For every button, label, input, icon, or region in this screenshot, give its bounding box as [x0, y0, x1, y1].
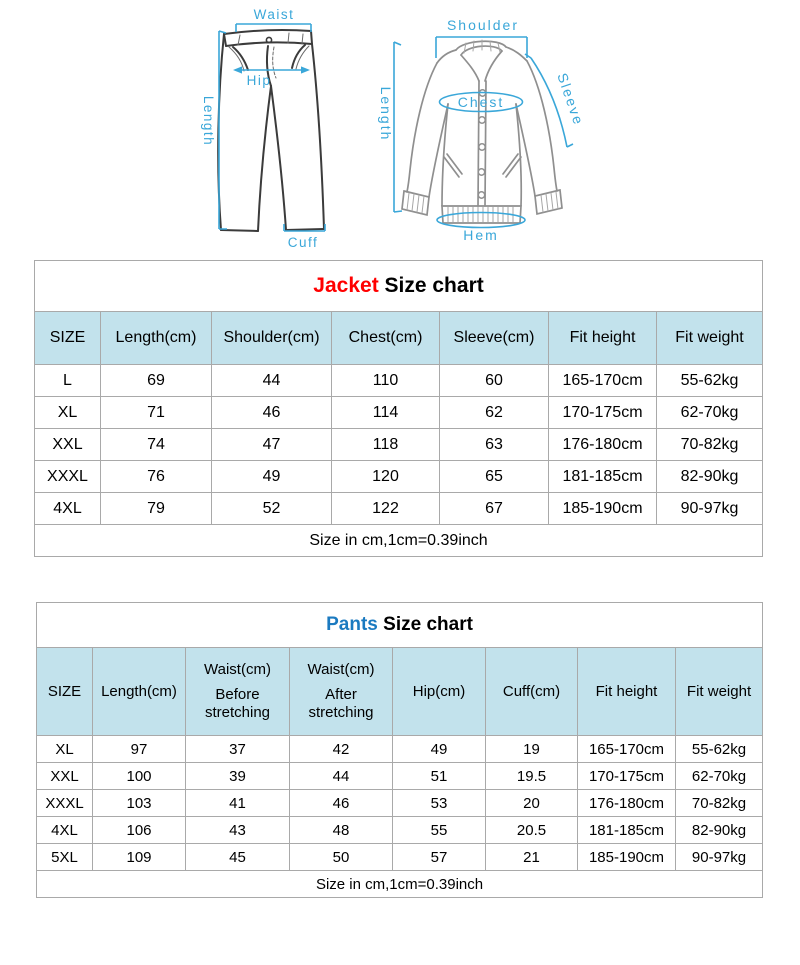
table-cell: 65	[440, 461, 549, 493]
jacket-length-label: Length	[378, 86, 394, 142]
table-cell: 37	[186, 736, 290, 763]
table-cell: 55-62kg	[657, 365, 763, 397]
column-header: Shoulder(cm)	[212, 312, 332, 365]
table-row	[35, 365, 763, 397]
chest-label: Chest	[457, 94, 505, 110]
table-cell: 39	[186, 763, 290, 790]
column-header: Sleeve(cm)	[440, 312, 549, 365]
column-header-line1: Waist(cm)	[307, 661, 375, 678]
table-cell: 42	[290, 736, 393, 763]
table-cell: 46	[212, 397, 332, 429]
jacket-title-rest: Size chart	[378, 274, 484, 297]
jacket-size-chart	[34, 260, 763, 557]
table-cell: 69	[101, 365, 212, 397]
table-cell: XXXL	[37, 790, 93, 817]
table-cell: 67	[440, 493, 549, 525]
table-cell: 114	[332, 397, 440, 429]
table-cell: 79	[101, 493, 212, 525]
pants-length-line	[219, 31, 227, 229]
table-row	[35, 461, 763, 493]
pants-title-highlight: Pants	[326, 614, 378, 635]
size-note: Size in cm,1cm=0.39inch	[35, 525, 763, 557]
table-cell: 181-185cm	[549, 461, 657, 493]
table-cell: 63	[440, 429, 549, 461]
table-cell: 55-62kg	[676, 736, 763, 763]
table-cell: 70-82kg	[676, 790, 763, 817]
column-header: Chest(cm)	[332, 312, 440, 365]
column-header-line2: Before stretching	[204, 686, 271, 721]
table-cell: 20	[486, 790, 578, 817]
table-cell: 82-90kg	[676, 817, 763, 844]
table-cell: 49	[212, 461, 332, 493]
column-header: Length(cm)	[93, 648, 186, 736]
pants-footer-row	[37, 871, 763, 898]
hem-label: Hem	[463, 227, 499, 243]
table-cell: 185-190cm	[578, 844, 676, 871]
column-header	[186, 648, 290, 736]
table-cell: 181-185cm	[578, 817, 676, 844]
pants-size-chart	[36, 602, 763, 898]
pants-header-row	[37, 648, 763, 736]
size-diagrams	[0, 0, 800, 256]
table-row	[35, 397, 763, 429]
table-cell: 100	[93, 763, 186, 790]
table-cell: XL	[35, 397, 101, 429]
table-cell: 62	[440, 397, 549, 429]
pants-size-table	[36, 602, 763, 898]
table-cell: 44	[290, 763, 393, 790]
column-header: Fit height	[549, 312, 657, 365]
table-cell: 55	[393, 817, 486, 844]
table-cell: 185-190cm	[549, 493, 657, 525]
table-cell: 49	[393, 736, 486, 763]
table-cell: 165-170cm	[578, 736, 676, 763]
table-cell: 70-82kg	[657, 429, 763, 461]
table-row	[37, 844, 763, 871]
shoulder-label: Shoulder	[446, 17, 520, 33]
pants-table-title-row	[37, 603, 763, 648]
table-cell: 19.5	[486, 763, 578, 790]
jacket-table-title	[35, 261, 763, 312]
table-cell: 176-180cm	[549, 429, 657, 461]
table-cell: 53	[393, 790, 486, 817]
table-cell: 109	[93, 844, 186, 871]
table-cell: 52	[212, 493, 332, 525]
jacket-title-highlight: Jacket	[313, 274, 379, 297]
table-cell: 57	[393, 844, 486, 871]
table-cell: 44	[212, 365, 332, 397]
table-cell: 97	[93, 736, 186, 763]
table-row	[35, 429, 763, 461]
cuff-label: Cuff	[287, 235, 319, 250]
table-cell: 60	[440, 365, 549, 397]
table-cell: 122	[332, 493, 440, 525]
table-cell: 170-175cm	[578, 763, 676, 790]
table-cell: 176-180cm	[578, 790, 676, 817]
column-header: Length(cm)	[101, 312, 212, 365]
table-row	[37, 763, 763, 790]
column-header-line1: Waist(cm)	[204, 661, 271, 678]
table-cell: 51	[393, 763, 486, 790]
table-cell: 74	[101, 429, 212, 461]
sleeve-label: Sleeve	[554, 70, 588, 128]
table-row	[37, 736, 763, 763]
table-cell: 170-175cm	[549, 397, 657, 429]
table-cell: 62-70kg	[676, 763, 763, 790]
table-cell: 41	[186, 790, 290, 817]
column-header: Fit height	[578, 648, 676, 736]
column-header: SIZE	[37, 648, 93, 736]
table-cell: 48	[290, 817, 393, 844]
table-cell: 90-97kg	[657, 493, 763, 525]
column-header: Cuff(cm)	[486, 648, 578, 736]
table-cell: 47	[212, 429, 332, 461]
jacket-header-row	[35, 312, 763, 365]
column-header: Fit weight	[657, 312, 763, 365]
table-cell: 71	[101, 397, 212, 429]
table-row	[37, 817, 763, 844]
pants-sketch	[218, 30, 324, 231]
table-cell: L	[35, 365, 101, 397]
table-cell: 82-90kg	[657, 461, 763, 493]
jacket-table-title-row	[35, 261, 763, 312]
table-cell: 46	[290, 790, 393, 817]
table-cell: 20.5	[486, 817, 578, 844]
table-cell: 45	[186, 844, 290, 871]
hem-ellipse	[437, 213, 525, 228]
table-cell: 110	[332, 365, 440, 397]
column-header: SIZE	[35, 312, 101, 365]
pants-title-rest: Size chart	[377, 614, 473, 635]
table-cell: 118	[332, 429, 440, 461]
table-cell: 106	[93, 817, 186, 844]
jacket-size-table	[34, 260, 763, 557]
table-row	[37, 790, 763, 817]
table-cell: XXL	[37, 763, 93, 790]
jacket-sketch	[402, 40, 562, 223]
table-cell: XL	[37, 736, 93, 763]
table-cell: 5XL	[37, 844, 93, 871]
pants-table-title	[37, 603, 763, 648]
table-cell: XXXL	[35, 461, 101, 493]
table-cell: 21	[486, 844, 578, 871]
table-row	[35, 493, 763, 525]
table-cell: 19	[486, 736, 578, 763]
table-cell: 50	[290, 844, 393, 871]
table-cell: 165-170cm	[549, 365, 657, 397]
column-header: Hip(cm)	[393, 648, 486, 736]
table-cell: 62-70kg	[657, 397, 763, 429]
pants-length-label: Length	[201, 95, 216, 147]
table-cell: 120	[332, 461, 440, 493]
table-cell: 4XL	[35, 493, 101, 525]
hip-label: Hip	[246, 73, 272, 88]
waist-label: Waist	[253, 7, 295, 22]
table-cell: 90-97kg	[676, 844, 763, 871]
jacket-length-line	[394, 42, 402, 212]
table-cell: 43	[186, 817, 290, 844]
table-cell: XXL	[35, 429, 101, 461]
size-note: Size in cm,1cm=0.39inch	[37, 871, 763, 898]
jacket-footer-row	[35, 525, 763, 557]
table-cell: 4XL	[37, 817, 93, 844]
column-header-line2: After stretching	[308, 686, 374, 721]
table-cell: 76	[101, 461, 212, 493]
column-header: Fit weight	[676, 648, 763, 736]
table-cell: 103	[93, 790, 186, 817]
column-header	[290, 648, 393, 736]
